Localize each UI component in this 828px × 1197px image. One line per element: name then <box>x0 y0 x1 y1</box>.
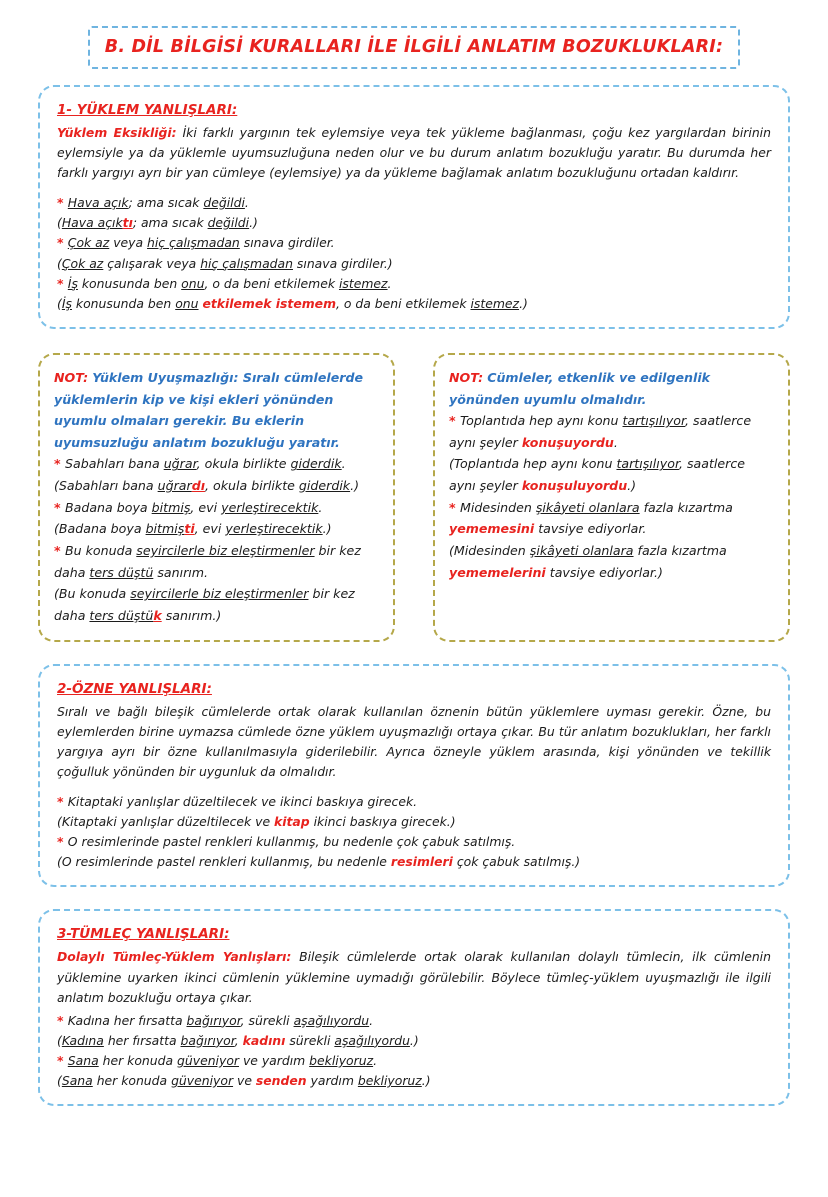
example-star-marker: * <box>57 235 68 251</box>
example-line <box>57 274 771 294</box>
example-star-marker: * <box>54 543 65 559</box>
example-text: .) <box>519 295 528 311</box>
correction-text: tı <box>122 215 133 231</box>
correction-text: yememesini <box>449 521 535 537</box>
example-text: bekliyoruz <box>357 1073 422 1089</box>
section-tumlec-yanlislari <box>38 909 790 1106</box>
correction-text: konuşuyordu <box>521 434 614 450</box>
example-line <box>449 497 774 540</box>
example-star-marker: * <box>57 1012 68 1028</box>
example-text: fazla kızartma <box>633 543 727 559</box>
correction-text: senden <box>255 1073 307 1089</box>
section-1-examples <box>57 193 771 314</box>
example-line <box>449 453 774 496</box>
example-text: ters düştü <box>89 608 154 624</box>
section-2-paragraph: Sıralı ve bağlı bileşik cümlelerde ortak olarak kullanılan öznenin bütün yüklemlere uyması gerekir. Özne, bu eylemlerden birine uymazsa cümlede özne yüklem uyuşmazlığı ortaya çıkar. Bu tür anlatım bozuklukları, her farklı yargıya ayrı bir özne kullanılmasıyla giderilebilir. Ayrıca özneyle yüklem arasında, kişi yönünden ve tekillik çoğulluk yönünden bir uygunluk da olmalıdır. <box>57 703 771 779</box>
note-yuklem-uyusmazligi <box>38 353 395 642</box>
example-line <box>57 294 771 314</box>
section-2-wrapper <box>38 664 790 888</box>
example-text: bir kez daha <box>54 586 355 624</box>
example-text: Hava açık <box>61 215 123 231</box>
section-3-lead-label: Dolaylı Tümleç-Yüklem Yanlışları: <box>57 949 292 965</box>
example-text: Badana boya <box>64 499 152 515</box>
example-text: (Badana boya <box>54 521 146 537</box>
example-text: , saatlerce aynı şeyler <box>449 413 752 450</box>
section-1-wrapper <box>38 85 790 329</box>
correction-text: ti <box>184 521 195 537</box>
section-1-heading: 1- YÜKLEM YANLIŞLARI: <box>57 102 238 118</box>
example-text: ( <box>57 1032 62 1048</box>
example-star-marker: * <box>449 413 460 429</box>
example-text: istemez <box>338 275 388 291</box>
example-star-marker: * <box>54 456 65 472</box>
example-line <box>57 832 771 852</box>
example-text: sürekli <box>285 1032 335 1048</box>
example-text: giderdik <box>298 478 351 494</box>
worksheet-page <box>0 26 828 1197</box>
example-text: hiç çalışmadan <box>147 235 240 251</box>
example-line <box>54 583 379 626</box>
example-text: ; ama sıcak <box>132 215 208 231</box>
section-3-paragraph-text: Bileşik cümlelerde ortak olarak kullanılan dolaylı tümlecin, ilk cümlenin yüklemine uyarken ikinci cümlenin yüklemine uymadığı görülebilir. Böylece tümleç-yüklem uyuşmazlığı ile ilgili anlatım bozukluğu ortaya çıkar. <box>57 949 771 1005</box>
section-3-heading: 3-TÜMLEÇ YANLIŞLARI: <box>57 926 230 943</box>
correction-text: kitap <box>274 814 310 830</box>
example-text: Kadına her fırsatta <box>67 1012 187 1028</box>
example-text: sanırım.) <box>161 608 222 624</box>
example-star-marker: * <box>57 1052 68 1068</box>
example-text: seyircilerle biz eleştirmenler <box>130 586 309 602</box>
note-2-body <box>449 367 774 410</box>
page-title: B. DİL BİLGİSİ KURALLARI İLE İLGİLİ ANLATIM BOZUKLUKLARI: <box>104 37 724 57</box>
example-text: . <box>373 1052 378 1068</box>
example-line <box>449 540 774 583</box>
example-text: sınava girdiler. <box>239 235 335 251</box>
example-text: giderdik <box>290 456 342 472</box>
example-text: onu <box>181 275 205 291</box>
example-text: bağırıyor <box>186 1012 241 1028</box>
example-text: , <box>234 1032 243 1048</box>
example-text: aşağılıyordu <box>334 1032 410 1048</box>
example-text: bitmiş <box>145 521 185 537</box>
example-text: her konuda <box>98 1052 178 1068</box>
note-2-examples <box>449 410 774 583</box>
correction-text: etkilemek istemem <box>202 295 336 311</box>
example-text: . <box>613 434 618 450</box>
example-line <box>57 254 771 274</box>
example-text: (Toplantıda hep aynı konu <box>449 456 617 472</box>
example-star-marker: * <box>57 195 68 211</box>
example-text: . <box>244 195 249 211</box>
example-text: hiç çalışmadan <box>200 255 293 271</box>
note-1-text: Yüklem Uyuşmazlığı: Sıralı cümlelerde yüklemlerin kip ve kişi ekleri yönünden uyumlu olmaları gerekir. Bu eklerin uyumsuzluğu anlatım bozukluğu yaratır. <box>54 369 364 450</box>
example-text: bağırıyor <box>180 1032 235 1048</box>
example-text: ters düştü <box>89 564 154 580</box>
example-line <box>449 410 774 453</box>
example-text: . <box>387 275 392 291</box>
correction-text: konuşuluyordu <box>521 478 628 494</box>
example-text: İş <box>67 275 78 291</box>
example-text: ve yardım <box>239 1052 310 1068</box>
example-text: Kadına <box>61 1032 104 1048</box>
example-text: tartışılıyor <box>622 413 686 429</box>
note-2-label: NOT: <box>449 369 484 385</box>
example-text: .) <box>421 1073 431 1089</box>
example-text: tartışılıyor <box>616 456 679 472</box>
example-text: değildi <box>203 195 245 211</box>
example-line <box>57 233 771 253</box>
example-text: Sana <box>67 1052 99 1068</box>
example-star-marker: * <box>449 499 460 515</box>
example-text: Çok az <box>67 235 110 251</box>
example-text: ve <box>233 1073 256 1089</box>
section-ozne-yanlislari <box>38 664 790 888</box>
example-text: . <box>318 499 323 515</box>
example-text: ( <box>57 295 62 311</box>
example-text: tavsiye ediyorlar. <box>534 521 647 537</box>
example-text: konusunda ben <box>71 295 176 311</box>
example-text: İş <box>61 295 72 311</box>
example-text: yerleştirecektik <box>225 521 323 537</box>
example-text: değildi <box>207 215 250 231</box>
example-text: fazla kızartma <box>639 499 733 515</box>
notes-row <box>38 353 790 642</box>
section-3-wrapper <box>38 909 790 1106</box>
example-text: çalışarak veya <box>103 255 201 271</box>
example-text: , saatlerce aynı şeyler <box>449 456 746 494</box>
example-text: bekliyoruz <box>309 1052 374 1068</box>
example-text: ikinci baskıya girecek.) <box>309 814 456 830</box>
example-text: bitmiş <box>151 499 191 515</box>
example-text: (Midesinden <box>449 543 530 559</box>
example-text: . <box>369 1012 374 1028</box>
example-text: , okula birlikte <box>205 478 299 494</box>
section-3-examples <box>57 1011 771 1091</box>
example-text: güveniyor <box>177 1052 239 1068</box>
example-text: (Sabahları bana <box>54 478 158 494</box>
example-text: .) <box>409 1032 419 1048</box>
example-text: bir kez daha <box>54 543 361 580</box>
example-text: (Bu konuda <box>54 586 131 602</box>
page-title-box <box>88 26 740 69</box>
example-line <box>57 1071 771 1091</box>
example-star-marker: * <box>54 499 65 515</box>
example-text: Toplantıda hep aynı konu <box>459 413 623 429</box>
example-text: Sana <box>61 1073 93 1089</box>
example-text: , sürekli <box>240 1012 294 1028</box>
section-1-paragraph-text: İki farklı yargının tek eylemsiye veya tek yükleme bağlanması, çoğu kez yargılardan birinin eylemsiyle ya da yüklemle uyumsuzluğuna neden olur ve bu durum anlatım bozukluğu yaratır. Bu durumda her farklı yargıyı ayrı bir yan cümleye (eylemsiye) ya da yükleme bağlamak anlatım bozukluğunu ortadan kaldırır. <box>57 125 771 181</box>
correction-text: kadını <box>242 1032 286 1048</box>
example-text: her fırsatta <box>103 1032 181 1048</box>
example-text: ; ama sıcak <box>128 195 204 211</box>
example-star-marker: * <box>57 794 68 810</box>
example-line <box>57 812 771 832</box>
example-text: . <box>341 456 346 472</box>
example-line <box>54 453 379 475</box>
example-text: .) <box>249 215 258 231</box>
section-2-heading: 2-ÖZNE YANLIŞLARI: <box>57 680 212 697</box>
example-text: Hava açık <box>67 195 129 211</box>
example-line <box>54 497 379 519</box>
example-text: uğrar <box>163 456 197 472</box>
correction-text: k <box>153 608 162 624</box>
section-1-lead-label: Yüklem Eksikliği: <box>57 125 177 140</box>
example-line <box>57 1011 771 1031</box>
example-text: , evi <box>194 521 226 537</box>
example-text: yerleştirecektik <box>221 499 319 515</box>
note-etkenlik-edilgenlik <box>433 353 790 642</box>
example-text: Sabahları bana <box>64 456 164 472</box>
example-text: (O resimlerinde pastel renkleri kullanmış, bu nedenle <box>57 854 391 870</box>
example-text: .) <box>627 478 637 494</box>
example-text: (Kitaptaki yanlışlar düzeltilecek ve <box>57 814 275 830</box>
example-text: uğrar <box>157 478 192 494</box>
example-line <box>54 475 379 497</box>
example-text: .) <box>350 478 360 494</box>
example-text: şikâyeti olanlara <box>529 543 634 559</box>
example-text: Midesinden <box>459 499 536 515</box>
example-text: yardım <box>306 1073 358 1089</box>
note-1-body <box>54 367 379 454</box>
example-text: çok çabuk satılmış.) <box>452 854 581 870</box>
example-text: Kitaptaki yanlışlar düzeltilecek ve ikinci baskıya girecek. <box>67 794 418 810</box>
example-star-marker: * <box>57 275 68 291</box>
example-text: ( <box>57 1073 62 1089</box>
note-1-label: NOT: <box>54 369 89 385</box>
example-text: konusunda ben <box>77 275 182 291</box>
example-text: ( <box>57 255 62 271</box>
example-text: , okula birlikte <box>196 456 291 472</box>
example-line <box>54 540 379 583</box>
example-text: sanırım. <box>153 564 209 580</box>
example-text: Bu konuda <box>64 543 137 559</box>
example-line <box>57 1051 771 1071</box>
example-text: O resimlerinde pastel renkleri kullanmış, bu nedenle çok çabuk satılmış. <box>67 834 516 850</box>
example-text: istemez <box>470 295 520 311</box>
note-2-text: Cümleler, etkenlik ve edilgenlik yönünden uyumlu olmalıdır. <box>449 369 711 407</box>
example-text: , evi <box>190 499 222 515</box>
example-text: güveniyor <box>171 1073 234 1089</box>
section-1-paragraph <box>57 123 771 183</box>
correction-text: dı <box>191 478 206 494</box>
section-2-examples <box>57 792 771 872</box>
example-text: şikâyeti olanlara <box>535 499 640 515</box>
example-text: , o da beni etkilemek <box>204 275 339 291</box>
example-text: ( <box>57 215 62 231</box>
note-1-examples <box>54 453 379 626</box>
correction-text: resimleri <box>390 854 453 870</box>
section-yuklem-yanlislari <box>38 85 790 329</box>
section-3-paragraph <box>57 947 771 1007</box>
example-text: sınava girdiler.) <box>292 255 393 271</box>
example-text: onu <box>175 295 199 311</box>
example-text: , o da beni etkilemek <box>335 295 471 311</box>
example-text: tavsiye ediyorlar.) <box>545 564 663 580</box>
example-text: Çok az <box>61 255 104 271</box>
example-line <box>54 518 379 540</box>
example-line <box>57 792 771 812</box>
example-line <box>57 852 771 872</box>
example-star-marker: * <box>57 834 68 850</box>
example-line <box>57 193 771 213</box>
example-text: her konuda <box>92 1073 172 1089</box>
example-text: .) <box>322 521 332 537</box>
correction-text: yememelerini <box>449 564 546 580</box>
example-text: veya <box>109 235 148 251</box>
example-text: seyircilerle biz eleştirmenler <box>136 543 315 559</box>
example-line <box>57 1031 771 1051</box>
example-line <box>57 213 771 233</box>
example-text: aşağılıyordu <box>293 1012 370 1028</box>
